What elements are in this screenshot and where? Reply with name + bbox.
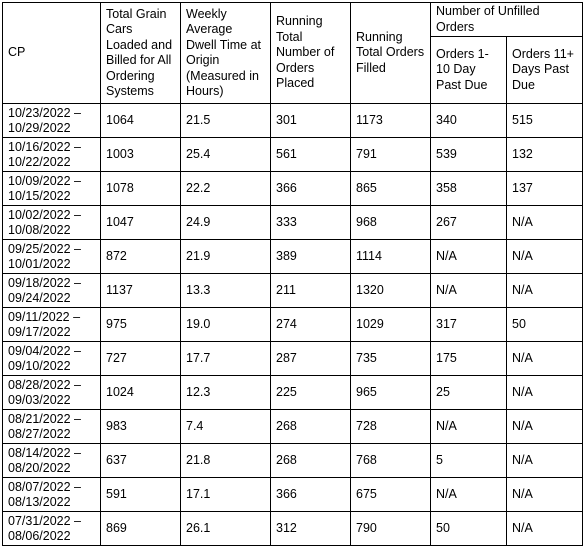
- table-row: [3, 206, 583, 240]
- cell-week: 09/18/2022 – 09/24/2022: [3, 274, 101, 308]
- cell-orders-placed: 333: [271, 206, 351, 240]
- cell-week: 07/31/2022 – 08/06/2022: [3, 512, 101, 546]
- cell-orders-placed: 268: [271, 444, 351, 478]
- cell-past-due-11-plus: N/A: [507, 512, 583, 546]
- cell-orders-filled: 1029: [351, 308, 431, 342]
- cell-orders-placed: 268: [271, 410, 351, 444]
- cell-past-due-1-10: N/A: [431, 240, 507, 274]
- cell-orders-filled: 965: [351, 376, 431, 410]
- cell-past-due-1-10: 317: [431, 308, 507, 342]
- cell-week: 08/07/2022 – 08/13/2022: [3, 478, 101, 512]
- cell-dwell-time: 22.2: [181, 172, 271, 206]
- table-row: [3, 308, 583, 342]
- cell-past-due-1-10: 50: [431, 512, 507, 546]
- cell-cars-loaded: 1064: [101, 104, 181, 138]
- cell-past-due-1-10: 175: [431, 342, 507, 376]
- table-header: [3, 3, 583, 104]
- table-row: [3, 274, 583, 308]
- cell-dwell-time: 25.4: [181, 138, 271, 172]
- cell-orders-placed: 225: [271, 376, 351, 410]
- cell-cars-loaded: 591: [101, 478, 181, 512]
- cell-orders-filled: 675: [351, 478, 431, 512]
- cell-orders-filled: 728: [351, 410, 431, 444]
- cell-past-due-1-10: N/A: [431, 478, 507, 512]
- cell-cars-loaded: 727: [101, 342, 181, 376]
- cell-past-due-11-plus: N/A: [507, 274, 583, 308]
- cell-dwell-time: 7.4: [181, 410, 271, 444]
- cell-week: 10/02/2022 – 10/08/2022: [3, 206, 101, 240]
- header-row-1: [3, 3, 583, 37]
- cell-orders-filled: 791: [351, 138, 431, 172]
- cell-cars-loaded: 983: [101, 410, 181, 444]
- cell-orders-placed: 389: [271, 240, 351, 274]
- header-dwell-time: Weekly Average Dwell Time at Origin (Measured in Hours): [181, 3, 271, 104]
- cell-dwell-time: 17.7: [181, 342, 271, 376]
- table-row: [3, 342, 583, 376]
- cell-week: 08/14/2022 – 08/20/2022: [3, 444, 101, 478]
- table-row: [3, 444, 583, 478]
- cell-week: 10/23/2022 – 10/29/2022: [3, 104, 101, 138]
- cell-week: 08/28/2022 – 09/03/2022: [3, 376, 101, 410]
- cell-cars-loaded: 637: [101, 444, 181, 478]
- cell-week: 09/04/2022 – 09/10/2022: [3, 342, 101, 376]
- table-row: [3, 376, 583, 410]
- cell-past-due-1-10: 5: [431, 444, 507, 478]
- cell-dwell-time: 21.5: [181, 104, 271, 138]
- cell-cars-loaded: 975: [101, 308, 181, 342]
- table-row: [3, 512, 583, 546]
- cell-past-due-11-plus: N/A: [507, 376, 583, 410]
- table-row: [3, 410, 583, 444]
- cell-cars-loaded: 1003: [101, 138, 181, 172]
- cell-dwell-time: 21.9: [181, 240, 271, 274]
- cell-cars-loaded: 1078: [101, 172, 181, 206]
- cell-cars-loaded: 1047: [101, 206, 181, 240]
- cell-week: 09/25/2022 – 10/01/2022: [3, 240, 101, 274]
- cell-past-due-11-plus: N/A: [507, 342, 583, 376]
- cell-orders-placed: 301: [271, 104, 351, 138]
- header-cp: CP: [3, 3, 101, 104]
- cell-dwell-time: 19.0: [181, 308, 271, 342]
- cell-dwell-time: 21.8: [181, 444, 271, 478]
- cell-cars-loaded: 872: [101, 240, 181, 274]
- cell-orders-filled: 865: [351, 172, 431, 206]
- cell-past-due-11-plus: N/A: [507, 478, 583, 512]
- cell-week: 08/21/2022 – 08/27/2022: [3, 410, 101, 444]
- cell-past-due-11-plus: N/A: [507, 410, 583, 444]
- cell-dwell-time: 24.9: [181, 206, 271, 240]
- cell-orders-placed: 274: [271, 308, 351, 342]
- cell-past-due-11-plus: N/A: [507, 206, 583, 240]
- table-body: [3, 104, 583, 546]
- table-row: [3, 104, 583, 138]
- cell-orders-filled: 1173: [351, 104, 431, 138]
- cell-week: 09/11/2022 – 09/17/2022: [3, 308, 101, 342]
- cell-orders-filled: 735: [351, 342, 431, 376]
- table-row: [3, 172, 583, 206]
- cell-orders-placed: 561: [271, 138, 351, 172]
- table-row: [3, 138, 583, 172]
- cell-orders-filled: 768: [351, 444, 431, 478]
- cell-past-due-1-10: 358: [431, 172, 507, 206]
- cell-past-due-11-plus: 515: [507, 104, 583, 138]
- grain-orders-table: [2, 2, 583, 546]
- table-row: [3, 478, 583, 512]
- cell-dwell-time: 26.1: [181, 512, 271, 546]
- cell-orders-placed: 366: [271, 172, 351, 206]
- cell-cars-loaded: 1137: [101, 274, 181, 308]
- header-unfilled-orders: Number of Unfilled Orders: [431, 3, 583, 37]
- cell-orders-placed: 366: [271, 478, 351, 512]
- header-orders-placed: Running Total Number of Orders Placed: [271, 3, 351, 104]
- cell-cars-loaded: 1024: [101, 376, 181, 410]
- cell-orders-filled: 1320: [351, 274, 431, 308]
- header-orders-filled: Running Total Orders Filled: [351, 3, 431, 104]
- cell-orders-placed: 211: [271, 274, 351, 308]
- header-cars-loaded: Total Grain Cars Loaded and Billed for All Ordering Systems: [101, 3, 181, 104]
- cell-past-due-1-10: 539: [431, 138, 507, 172]
- cell-orders-filled: 1114: [351, 240, 431, 274]
- cell-week: 10/16/2022 – 10/22/2022: [3, 138, 101, 172]
- cell-past-due-1-10: N/A: [431, 274, 507, 308]
- cell-orders-filled: 790: [351, 512, 431, 546]
- cell-past-due-11-plus: 137: [507, 172, 583, 206]
- cell-orders-placed: 312: [271, 512, 351, 546]
- cell-dwell-time: 17.1: [181, 478, 271, 512]
- cell-orders-filled: 968: [351, 206, 431, 240]
- header-past-due-1-10: Orders 1-10 Day Past Due: [431, 37, 507, 104]
- cell-dwell-time: 12.3: [181, 376, 271, 410]
- cell-past-due-1-10: N/A: [431, 410, 507, 444]
- cell-past-due-11-plus: N/A: [507, 240, 583, 274]
- table-row: [3, 240, 583, 274]
- cell-past-due-11-plus: 132: [507, 138, 583, 172]
- cell-past-due-11-plus: N/A: [507, 444, 583, 478]
- cell-past-due-1-10: 340: [431, 104, 507, 138]
- cell-orders-placed: 287: [271, 342, 351, 376]
- cell-cars-loaded: 869: [101, 512, 181, 546]
- cell-past-due-1-10: 25: [431, 376, 507, 410]
- cell-dwell-time: 13.3: [181, 274, 271, 308]
- cell-week: 10/09/2022 – 10/15/2022: [3, 172, 101, 206]
- header-past-due-11-plus: Orders 11+ Days Past Due: [507, 37, 583, 104]
- cell-past-due-11-plus: 50: [507, 308, 583, 342]
- cell-past-due-1-10: 267: [431, 206, 507, 240]
